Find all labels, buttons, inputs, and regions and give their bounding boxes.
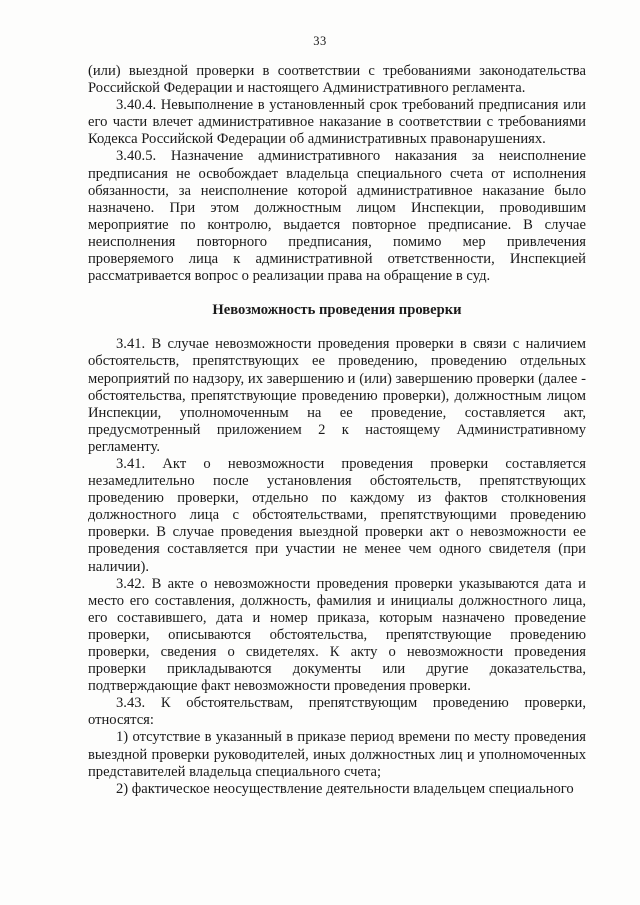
- paragraph-3-40-5: 3.40.5. Назначение административного наказания за неисполнение предписания не освобождает владельца специального счета от исполнения обязанности, за неисполнение которой административное наказание было назначено. При этом должностным лицом Инспекции, проводившим мероприятие по контролю, выдается повторное предписание. В случае неисполнения повторного предписания, помимо мер привлечения проверяемого лица к административной ответственности, Инспекцией рассматривается вопрос о реализации права на обращение в суд.: [88, 148, 586, 285]
- paragraph-3-41-b: 3.41. Акт о невозможности проведения проверки составляется незамедлительно после установления обстоятельств, препятствующих проведению проверки, отдельно по каждому из фактов столкновения должностного лица с обстоятельствами, препятствующими проведению проверки. В случае проведения выездной проверки акт о невозможности ее проведения составляется при участии не менее чем одного свидетеля (при наличии).: [88, 455, 586, 575]
- list-item-2: 2) фактическое неосуществление деятельности владельцем специального: [116, 780, 574, 797]
- page-number: 33: [313, 34, 327, 48]
- list-item-1: 1) отсутствие в указанный в приказе период времени по месту проведения выездной проверки руководителей, иных должностных лиц и уполномоченных представителей владельца специального счета;: [88, 729, 586, 780]
- paragraph-3-41-a: 3.41. В случае невозможности проведения проверки в связи с наличием обстоятельств, препятствующих ее проведению, проведению отдельных мероприятий по надзору, их завершению и (или) завершению проверки (далее - обстоятельства, препятствующие проведению проверки), должностным лицом Инспекции, уполномоченным на ее проведение, составляется акт, предусмотренный приложением 2 к настоящему Административному регламенту.: [88, 336, 586, 455]
- paragraph-3-43: 3.43. К обстоятельствам, препятствующим проведению проверки, относятся:: [88, 695, 586, 729]
- paragraph-3-40-4: 3.40.4. Невыполнение в установленный срок требований предписания или его части влечет административное наказание в соответствии с требованиями Кодекса Российской Федерации об административных правонарушениях.: [88, 97, 586, 148]
- section-heading: Невозможность проведения проверки: [212, 302, 462, 319]
- paragraph-3-42: 3.42. В акте о невозможности проведения проверки указываются дата и место его составления, должность, фамилия и инициалы должностного лица, его составившего, дата и номер приказа, которым назначено проведение проверки, описываются обстоятельства, препятствующие проведению проверки, сведения о свидетелях. К акту о невозможности проведения проверки прикладываются документы или другие доказательства, подтверждающие факт невозможности проведения проверки.: [88, 575, 586, 695]
- document-body: [88, 63, 586, 798]
- paragraph-continuation: (или) выездной проверки в соответствии с требованиями законодательства Российской Федерации и настоящего Административного регламента.: [88, 63, 586, 97]
